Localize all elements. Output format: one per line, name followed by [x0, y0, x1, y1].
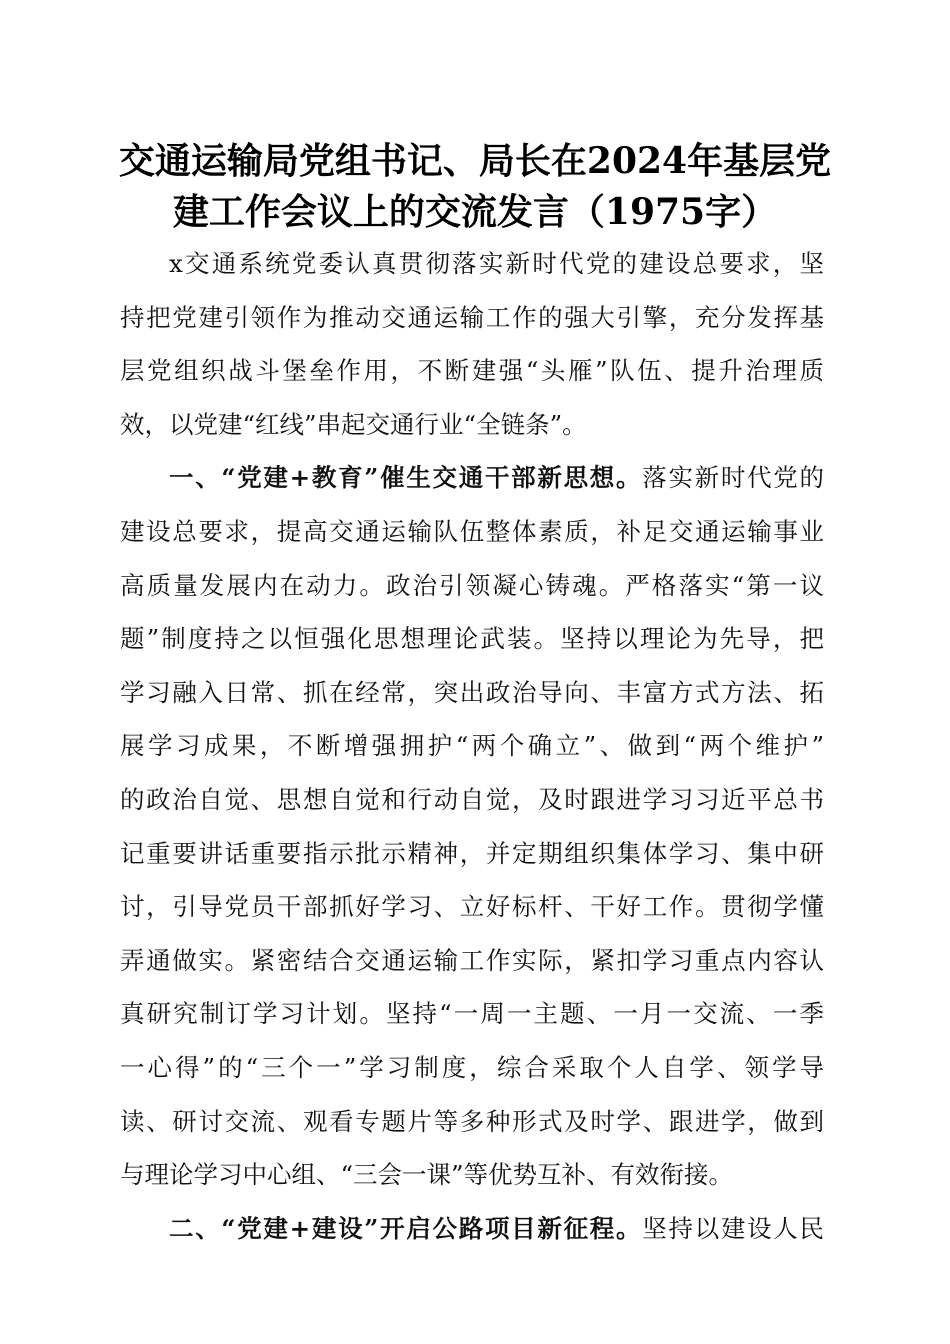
section-2-first-line [120, 1202, 824, 1256]
section-1-heading: 一、“党建+教育”催生交通干部新思想。 [169, 463, 643, 493]
paragraph-line: 真研究制订学习计划。坚持“一周一主题、一月一交流、一季 [120, 999, 824, 1029]
paragraph-line: 的政治自觉、思想自觉和行动自觉，及时跟进学习习近平总书 [120, 784, 824, 814]
paragraph-line: 弄通做实。紧密结合交通运输工作实际，紧扣学习重点内容认 [120, 945, 824, 975]
paragraph-line: 展学习成果，不断增强拥护“两个确立”、做到“两个维护” [120, 731, 824, 761]
paragraph-line: 学习融入日常、抓在经常，突出政治导向、丰富方式方法、拓 [120, 677, 824, 707]
paragraph-line: 持把党建引领作为推动交通运输工作的强大引擎，充分发挥基 [120, 302, 824, 332]
paragraph-line: 效，以党建“红线”串起交通行业“全链条”。 [120, 409, 587, 439]
paragraph-line: 题”制度持之以恒强化思想理论武装。坚持以理论为先导，把 [120, 624, 824, 654]
document-title [118, 136, 832, 238]
section-1-first-line-text: 落实新时代党的 [642, 463, 825, 493]
paragraph-line: 高质量发展内在动力。政治引领凝心铸魂。严格落实“第一议 [120, 570, 824, 600]
title-line-1: 交通运输局党组书记、局长在2024年基层党 [118, 140, 832, 182]
paragraph-line: 读、研讨交流、观看专题片等多种形式及时学、跟进学，做到 [120, 1106, 824, 1136]
paragraph-line: x交通系统党委认真贯彻落实新时代党的建设总要求，坚 [169, 249, 824, 278]
intro-paragraph [120, 237, 824, 451]
section-2-heading: 二、“党建+建设”开启公路项目新征程。 [169, 1213, 643, 1243]
title-line-2: 建工作会议上的交流发言（1975字） [172, 191, 778, 233]
paragraph-line: 讨，引导党员干部抓好学习、立好标杆、干好工作。贯彻学懂 [120, 892, 824, 922]
paragraph-line: 建设总要求，提高交通运输队伍整体素质，补足交通运输事业 [120, 516, 824, 546]
paragraph-line: 一心得”的“三个一”学习制度，综合采取个人自学、领学导 [120, 1052, 824, 1082]
paragraph-line: 层党组织战斗堡垒作用，不断建强“头雁”队伍、提升治理质 [120, 356, 824, 386]
section-1-first-line [120, 451, 824, 505]
paragraph-line: 记重要讲话重要指示批示精神，并定期组织集体学习、集中研 [120, 838, 824, 868]
section-1-paragraph [120, 451, 824, 1201]
paragraph-line: 与理论学习中心组、“三会一课”等优势互补、有效衔接。 [120, 1160, 734, 1190]
section-2-first-line-text: 坚持以建设人民 [642, 1213, 825, 1243]
document-body [120, 237, 824, 1255]
section-2-paragraph [120, 1202, 824, 1256]
